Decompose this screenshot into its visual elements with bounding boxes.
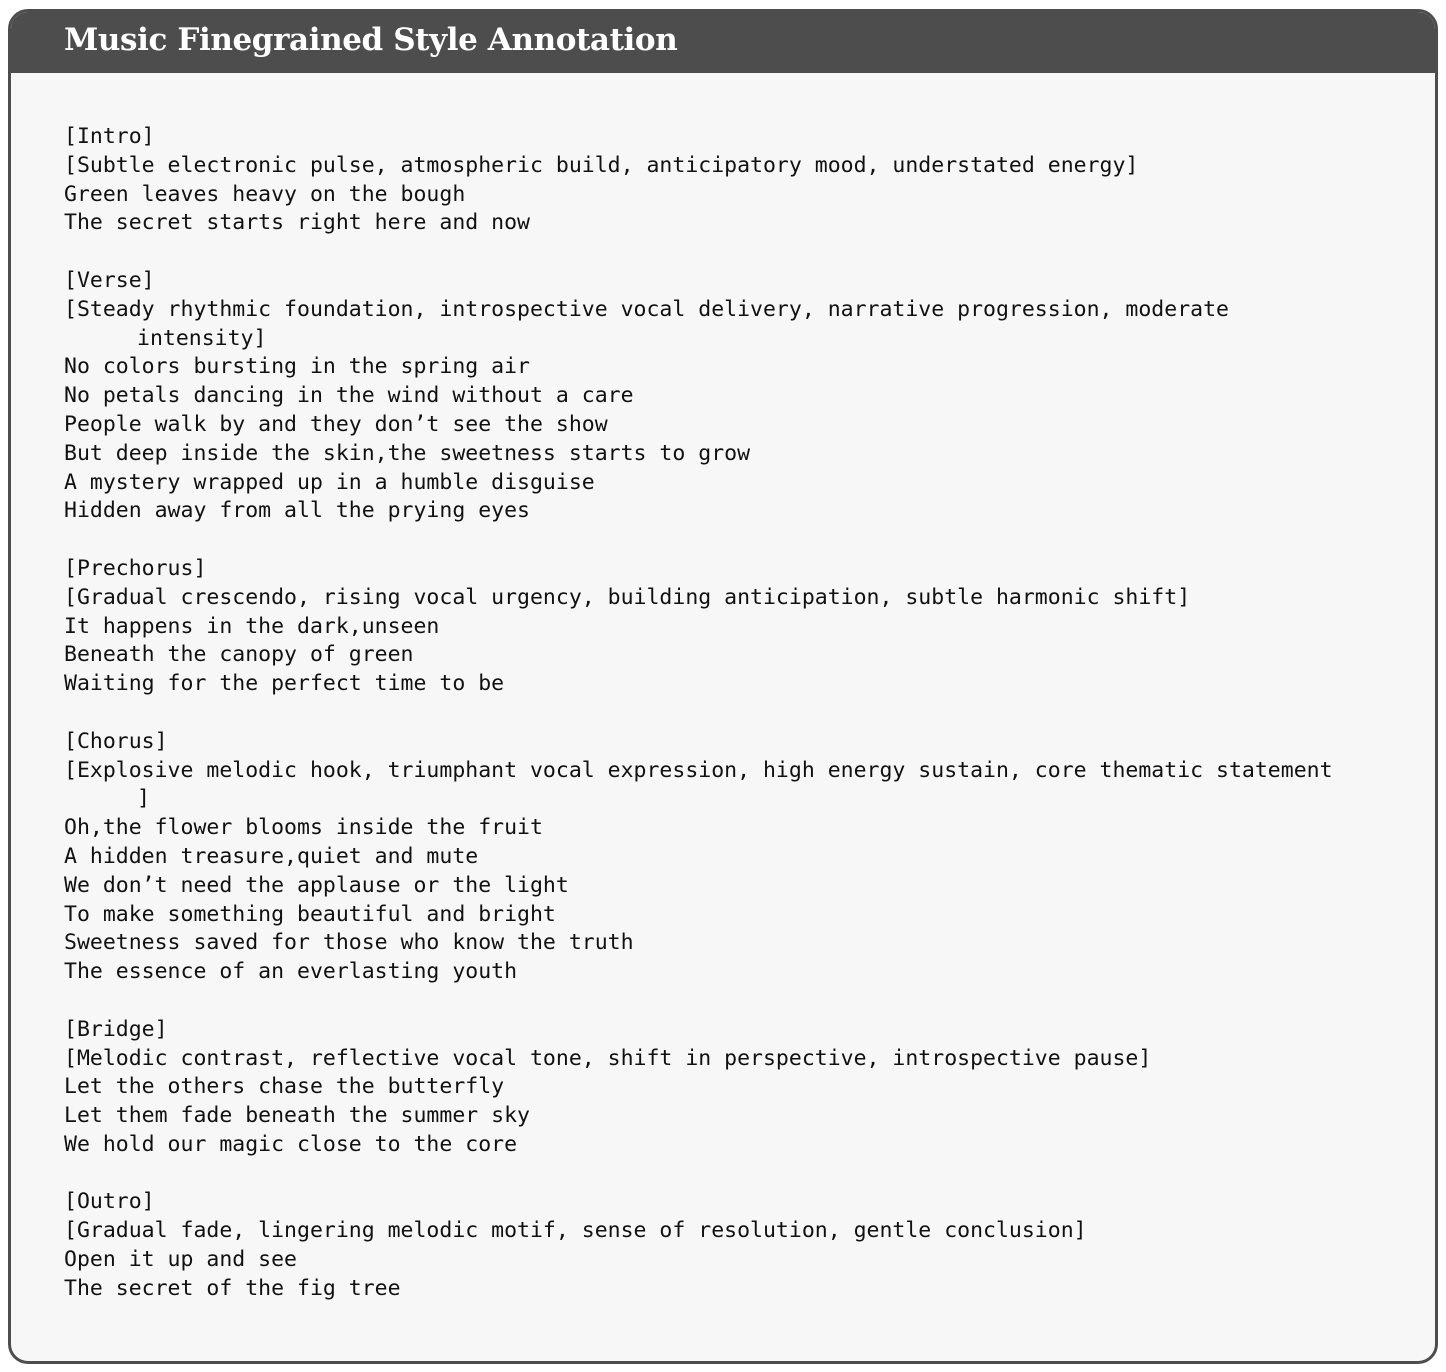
style-annotation: [Gradual crescendo, rising vocal urgency, building anticipation, subtle harmonic shift]: [64, 584, 1191, 610]
lyric-line: To make something beautiful and bright: [64, 901, 556, 927]
lyric-line: Beneath the canopy of green: [64, 642, 414, 668]
lyric-line: A hidden treasure,quiet and mute: [64, 843, 479, 869]
lyrics-content: [64, 123, 1424, 1332]
annotation-box: [8, 9, 1438, 1364]
lyric-line: No colors bursting in the spring air: [64, 354, 530, 380]
style-annotation: [Steady rhythmic foundation, introspective vocal delivery, narrative progression, moderate: [64, 296, 1229, 322]
style-annotation: [Gradual fade, lingering melodic motif, sense of resolution, gentle conclusion]: [64, 1218, 1087, 1244]
lyric-line: We don’t need the applause or the light: [64, 872, 569, 898]
lyric-line: It happens in the dark,unseen: [64, 613, 440, 639]
lyrics-section: [64, 1188, 1424, 1303]
style-annotation: ]: [137, 786, 150, 812]
lyric-line: No petals dancing in the wind without a care: [64, 383, 634, 409]
lyric-line: People walk by and they don’t see the show: [64, 411, 608, 437]
style-annotation: [Melodic contrast, reflective vocal tone, shift in perspective, introspective pause]: [64, 1045, 1152, 1071]
lyric-line: The essence of an everlasting youth: [64, 959, 518, 985]
lyric-line: The secret starts right here and now: [64, 210, 530, 236]
lyric-line: Sweetness saved for those who know the truth: [64, 930, 634, 956]
lyrics-section: [64, 1016, 1424, 1160]
title-bar: [11, 12, 1435, 73]
lyric-line: Let the others chase the butterfly: [64, 1074, 505, 1100]
style-annotation: [Explosive melodic hook, triumphant vocal expression, high energy sustain, core thematic statement: [64, 757, 1333, 783]
lyric-line: A mystery wrapped up in a humble disguise: [64, 469, 595, 495]
lyric-line: Waiting for the perfect time to be: [64, 671, 505, 697]
lyric-line: Open it up and see: [64, 1247, 297, 1273]
lyric-line: But deep inside the skin,the sweetness starts to grow: [64, 440, 751, 466]
lyric-line: Green leaves heavy on the bough: [64, 181, 466, 207]
style-annotation: intensity]: [137, 325, 267, 351]
lyric-line: Oh,the flower blooms inside the fruit: [64, 815, 543, 841]
lyric-line: Let them fade beneath the summer sky: [64, 1103, 530, 1129]
section-header: [Verse]: [64, 267, 155, 293]
section-header: [Intro]: [64, 124, 155, 149]
section-header: [Bridge]: [64, 1016, 168, 1042]
lyric-line: The secret of the fig tree: [64, 1275, 401, 1301]
section-header: [Outro]: [64, 1189, 155, 1215]
lyrics-section: [64, 555, 1424, 699]
style-annotation: [Subtle electronic pulse, atmospheric build, anticipatory mood, understated energy]: [64, 152, 1139, 178]
lyrics-section: [64, 728, 1424, 987]
section-header: [Prechorus]: [64, 555, 207, 581]
section-header: [Chorus]: [64, 728, 168, 754]
lyric-line: We hold our magic close to the core: [64, 1131, 518, 1157]
box-title: Music Finegrained Style Annotation: [64, 22, 678, 58]
lyric-line: Hidden away from all the prying eyes: [64, 498, 530, 524]
lyrics-section: [64, 267, 1424, 526]
lyrics-section: [64, 123, 1424, 238]
